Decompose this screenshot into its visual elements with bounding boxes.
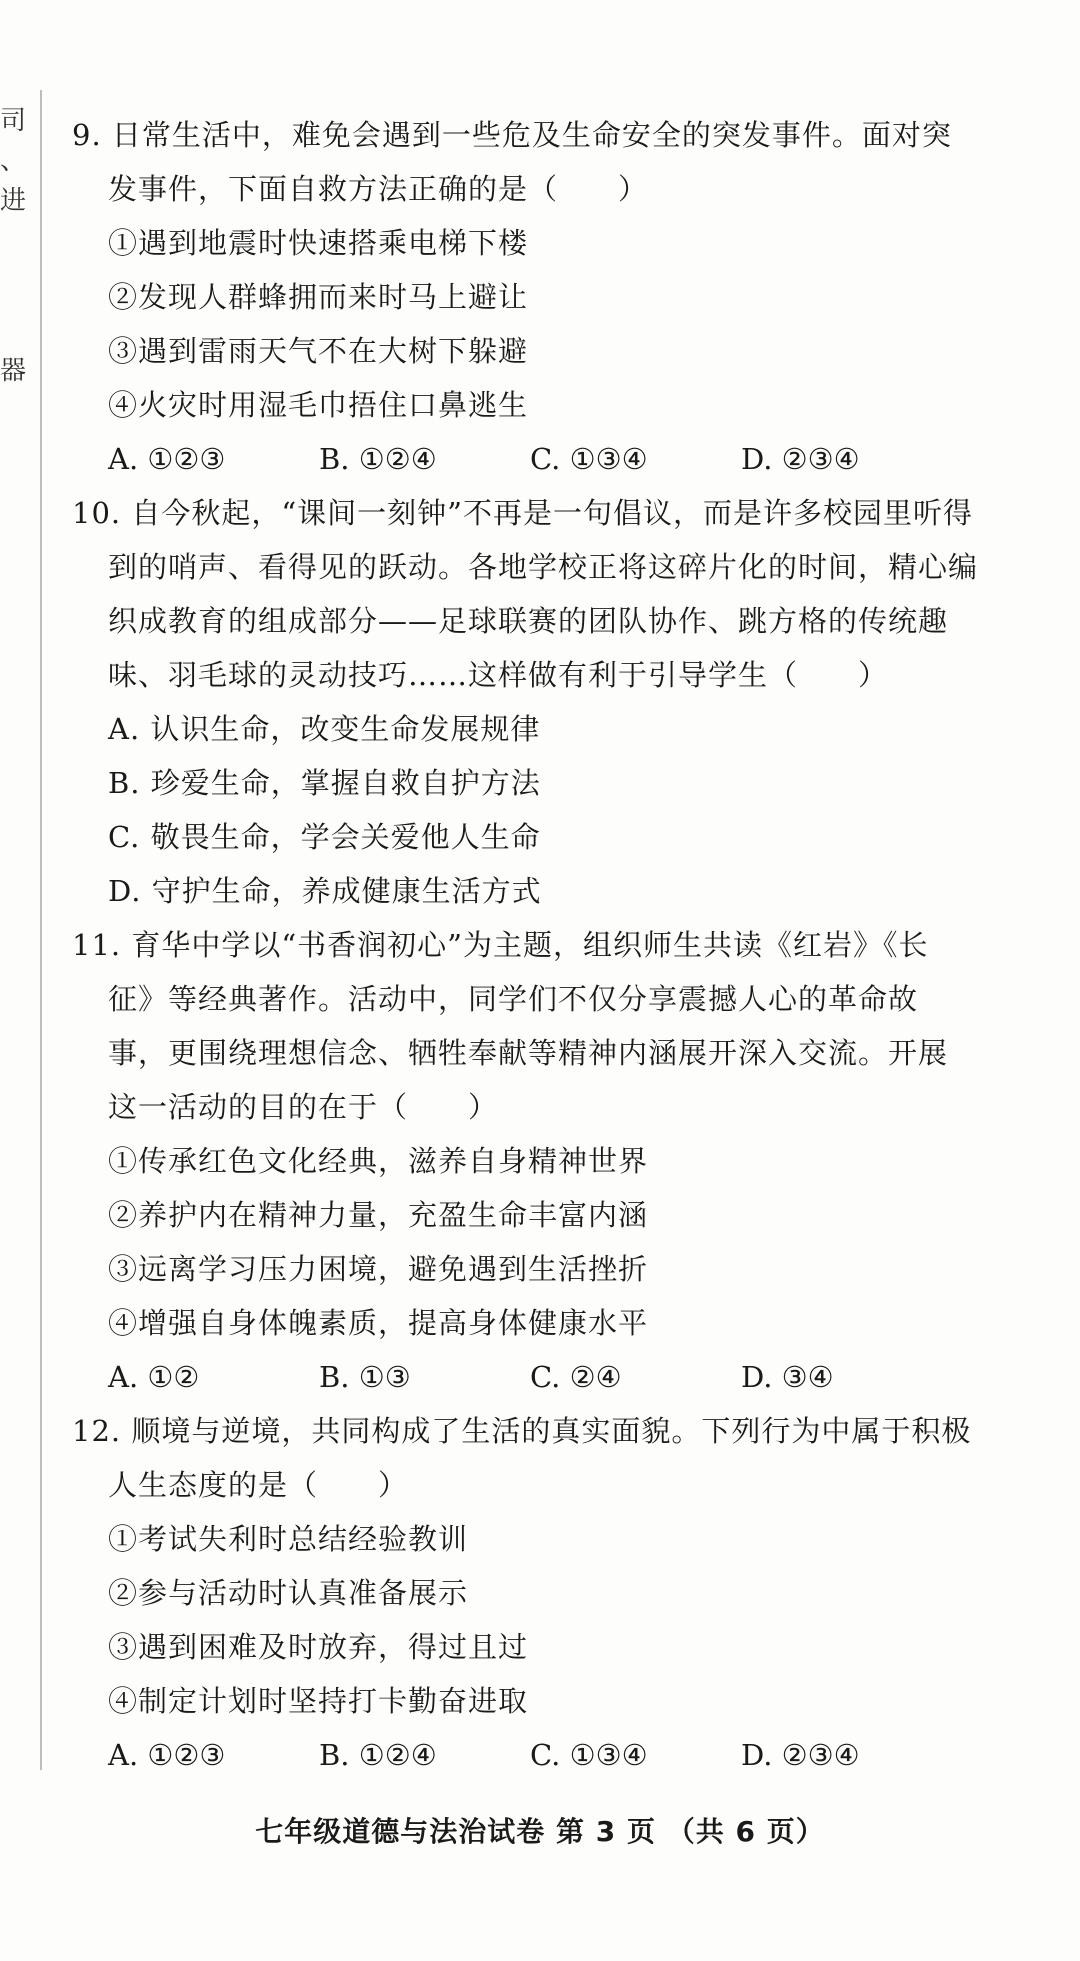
question-stem-line: 这一活动的目的在于（ ）	[108, 1090, 499, 1124]
question-stem-line	[72, 1404, 972, 1458]
question-10	[72, 486, 979, 918]
question-stem-line	[72, 486, 973, 540]
answer-option: B. ①③	[319, 1360, 411, 1394]
question-stem-line: 到的哨声、看得见的跃动。各地学校正将这碎片化的时间，精心编	[108, 550, 979, 584]
statement-item: ①传承红色文化经典，滋养自身精神世界	[108, 1144, 649, 1178]
question-list	[72, 108, 979, 1782]
question-stem-text: 日常生活中，难免会遇到一些危及生命安全的突发事件。面对突	[111, 118, 952, 152]
statement-item: ③远离学习压力困境，避免遇到生活挫折	[108, 1252, 649, 1286]
statement-item: ①遇到地震时快速搭乘电梯下楼	[108, 226, 529, 260]
statement-item: ②发现人群蜂拥而来时马上避让	[108, 280, 529, 314]
question-stem-text: 自今秋起，“课间一刻钟”不再是一句倡议，而是许多校园里听得	[131, 496, 973, 530]
question-stem-text: 顺境与逆境，共同构成了生活的真实面貌。下列行为中属于积极	[131, 1414, 972, 1448]
answer-options	[72, 432, 952, 486]
answer-option: B. ①②④	[319, 1738, 437, 1772]
statement-item: ①考试失利时总结经验教训	[108, 1522, 469, 1556]
edge-mark: 器	[0, 356, 27, 386]
answer-option: A. ①②③	[108, 442, 226, 476]
question-11	[72, 918, 952, 1404]
answer-options	[72, 1728, 952, 1782]
answer-option: A. ①②	[108, 1360, 200, 1394]
answer-option: D. ②③④	[741, 442, 860, 476]
statement-item: ③遇到困难及时放弃，得过且过	[108, 1630, 529, 1664]
question-number: 11.	[72, 928, 122, 962]
question-stem-line: 征》等经典著作。活动中，同学们不仅分享震撼人心的革命故	[108, 982, 919, 1016]
binding-margin-line	[40, 90, 42, 1770]
statement-item: ②参与活动时认真准备展示	[108, 1576, 469, 1610]
question-12	[72, 1404, 972, 1782]
statement-item: ③遇到雷雨天气不在大树下躲避	[108, 334, 529, 368]
question-stem-line	[72, 918, 952, 972]
answer-choice: D. 守护生命，养成健康生活方式	[108, 874, 542, 908]
answer-option: C. ①③④	[530, 1738, 648, 1772]
answer-choice: B. 珍爱生命，掌握自救自护方法	[108, 766, 541, 800]
answer-option: C. ②④	[530, 1360, 622, 1394]
edge-mark: 司	[0, 106, 27, 136]
answer-choice: C. 敬畏生命，学会关爱他人生命	[108, 820, 541, 854]
question-stem-line	[72, 108, 952, 162]
statement-item: ②养护内在精神力量，充盈生命丰富内涵	[108, 1198, 649, 1232]
question-stem-line: 织成教育的组成部分——足球联赛的团队协作、跳方格的传统趣	[108, 604, 949, 638]
question-stem-line: 味、羽毛球的灵动技巧……这样做有利于引导学生（ ）	[108, 658, 889, 692]
question-stem-line: 人生态度的是（ ）	[108, 1468, 409, 1502]
question-number: 12.	[72, 1414, 122, 1448]
question-9	[72, 108, 952, 486]
question-number: 10.	[72, 496, 122, 530]
answer-option: B. ①②④	[319, 442, 437, 476]
answer-option: C. ①③④	[530, 442, 648, 476]
answer-options	[72, 1350, 952, 1404]
statement-item: ④制定计划时坚持打卡勤奋进取	[108, 1684, 529, 1718]
edge-mark: 进	[0, 186, 27, 216]
question-number: 9.	[72, 118, 102, 152]
answer-option: D. ③④	[741, 1360, 834, 1394]
answer-choice: A. 认识生命，改变生命发展规律	[108, 712, 541, 746]
answer-option: A. ①②③	[108, 1738, 226, 1772]
page-footer: 七年级道德与法治试卷 第 3 页 （共 6 页）	[255, 1815, 825, 1848]
edge-mark: 、	[0, 146, 27, 176]
answer-option: D. ②③④	[741, 1738, 860, 1772]
question-stem-line: 发事件，下面自救方法正确的是（ ）	[108, 172, 649, 206]
statement-item: ④增强自身体魄素质，提高身体健康水平	[108, 1306, 649, 1340]
question-stem-line: 事，更围绕理想信念、牺牲奉献等精神内涵展开深入交流。开展	[108, 1036, 949, 1070]
statement-item: ④火灾时用湿毛巾捂住口鼻逃生	[108, 388, 529, 422]
question-stem-text: 育华中学以“书香润初心”为主题，组织师生共读《红岩》《长	[131, 928, 929, 962]
